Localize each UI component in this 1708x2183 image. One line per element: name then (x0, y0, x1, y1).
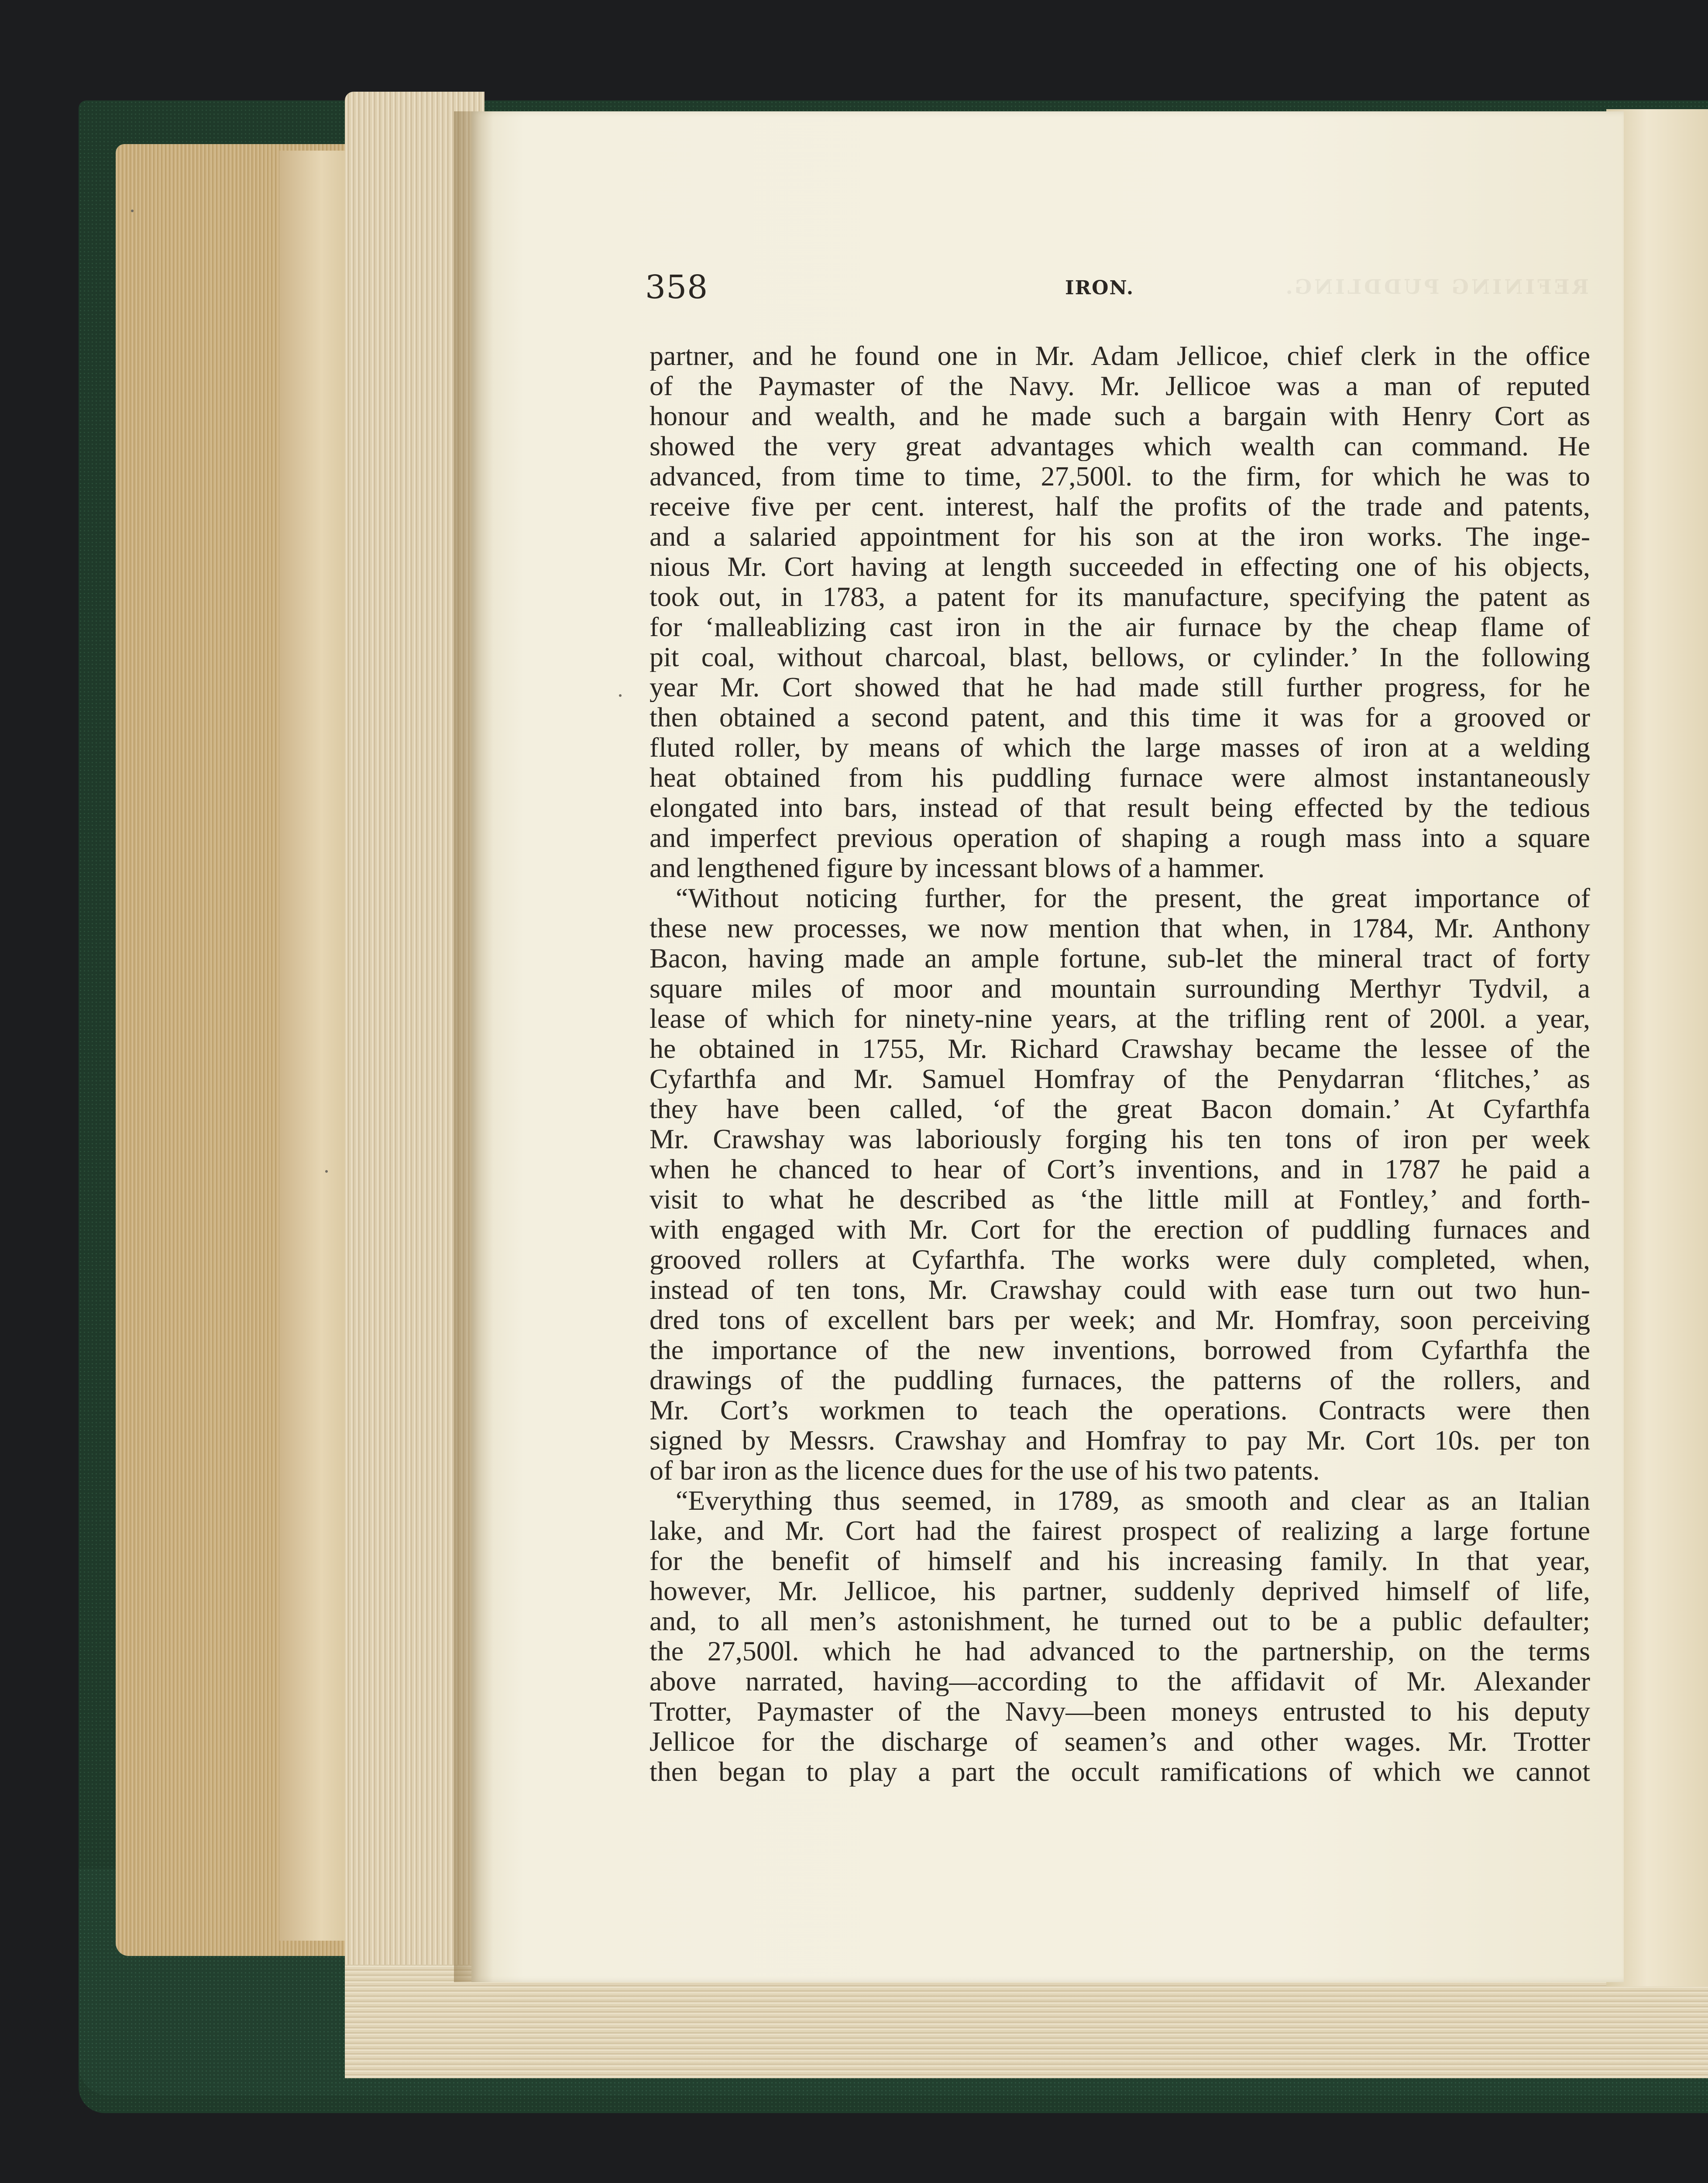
text-line: Cyfarthfa and Mr. Samuel Homfray of the Penydarran ‘flitches,’ as (650, 1064, 1590, 1094)
text-line: and, to all men’s astonishment, he turned out to be a public defaulter; (650, 1606, 1590, 1636)
text-line: receive five per cent. interest, half the profits of the trade and patents, (650, 491, 1590, 521)
text-line: they have been called, ‘of the great Bacon domain.’ At Cyfarthfa (650, 1094, 1590, 1124)
text-line: and lengthened figure by incessant blows of a hammer. (650, 853, 1265, 883)
speck-mark (131, 210, 134, 212)
text-line: signed by Messrs. Crawshay and Homfray to pay Mr. Cort 10s. per ton (650, 1425, 1590, 1455)
text-line: Jellicoe for the discharge of seamen’s and other wages. Mr. Trotter (650, 1726, 1590, 1756)
page-number: 358 (645, 269, 708, 306)
speck-mark (325, 1170, 328, 1173)
speck-mark (619, 694, 622, 697)
text-line: fluted roller, by means of which the large masses of iron at a welding (650, 732, 1590, 762)
text-line: and a salaried appointment for his son at the iron works. The inge- (650, 521, 1590, 551)
text-line: and imperfect previous operation of shaping a rough mass into a square (650, 823, 1590, 853)
text-line: for ‘malleablizing cast iron in the air furnace by the cheap flame of (650, 612, 1590, 642)
show-through-text: REFINING PUDDLING. (1283, 275, 1589, 299)
text-line: visit to what he described as ‘the little mill at Fontley,’ and forth- (650, 1184, 1590, 1214)
text-line: when he chanced to hear of Cort’s inventions, and in 1787 he paid a (650, 1154, 1590, 1184)
gutter-shadow (454, 111, 493, 1982)
text-line: Mr. Cort’s workmen to teach the operations. Contracts were then (650, 1395, 1590, 1425)
text-line: elongated into bars, instead of that result being effected by the tedious (650, 792, 1590, 823)
text-line: then began to play a part the occult ramifications of which we cannot (650, 1756, 1590, 1787)
text-line: showed the very great advantages which wealth can command. He (650, 431, 1590, 461)
body-text (650, 341, 1592, 1895)
left-page-face (279, 151, 349, 1941)
text-line: heat obtained from his puddling furnace were almost instantaneously (650, 762, 1590, 792)
text-line: lake, and Mr. Cort had the fairest prospect of realizing a large fortune (650, 1515, 1590, 1546)
text-line: the importance of the new inventions, borrowed from Cyfarthfa the (650, 1335, 1590, 1365)
text-line: of bar iron as the licence dues for the use of his two patents. (650, 1455, 1320, 1485)
text-line: partner, and he found one in Mr. Adam Jellicoe, chief clerk in the office (650, 341, 1590, 371)
text-line: Trotter, Paymaster of the Navy—been moneys entrusted to his deputy (650, 1696, 1590, 1726)
text-line: drawings of the puddling furnaces, the patterns of the rollers, and (650, 1365, 1590, 1395)
text-line: “Everything thus seemed, in 1789, as smooth and clear as an Italian (676, 1485, 1590, 1515)
text-line: year Mr. Cort showed that he had made still further progress, for he (650, 672, 1590, 702)
text-line: Bacon, having made an ample fortune, sub-let the mineral tract of forty (650, 943, 1590, 973)
running-head: IRON. (1065, 277, 1134, 299)
text-line: took out, in 1783, a patent for its manufacture, specifying the patent as (650, 582, 1590, 612)
text-line: for the benefit of himself and his increasing family. In that year, (650, 1546, 1590, 1576)
text-line: honour and wealth, and he made such a bargain with Henry Cort as (650, 401, 1590, 431)
text-line: grooved rollers at Cyfarthfa. The works were duly completed, when, (650, 1244, 1590, 1274)
text-line: advanced, from time to time, 27,500l. to the firm, for which he was to (650, 461, 1590, 491)
text-line: Mr. Crawshay was laboriously forging his ten tons of iron per week (650, 1124, 1590, 1154)
text-line: the 27,500l. which he had advanced to the partnership, on the terms (650, 1636, 1590, 1666)
text-line: nious Mr. Cort having at length succeeded in effecting one of his objects, (650, 551, 1590, 582)
text-line: these new processes, we now mention that when, in 1784, Mr. Anthony (650, 913, 1590, 943)
text-line: however, Mr. Jellicoe, his partner, suddenly deprived himself of life, (650, 1576, 1590, 1606)
text-line: pit coal, without charcoal, blast, bellows, or cylinder.’ In the following (650, 642, 1590, 672)
text-line: lease of which for ninety-nine years, at the trifling rent of 200l. a year, (650, 1003, 1590, 1033)
text-line: then obtained a second patent, and this time it was for a grooved or (650, 702, 1590, 732)
text-line: square miles of moor and mountain surrounding Merthyr Tydvil, a (650, 973, 1590, 1003)
text-line: with engaged with Mr. Cort for the erection of puddling furnaces and (650, 1214, 1590, 1244)
text-line: “Without noticing further, for the present, the great importance of (676, 883, 1590, 913)
text-line: dred tons of excellent bars per week; and Mr. Homfray, soon perceiving (650, 1305, 1590, 1335)
text-line: above narrated, having—according to the affidavit of Mr. Alexander (650, 1666, 1590, 1696)
text-line: he obtained in 1755, Mr. Richard Crawshay became the lessee of the (650, 1033, 1590, 1064)
text-line: instead of ten tons, Mr. Crawshay could with ease turn out two hun- (650, 1274, 1590, 1305)
text-line: of the Paymaster of the Navy. Mr. Jellicoe was a man of reputed (650, 371, 1590, 401)
